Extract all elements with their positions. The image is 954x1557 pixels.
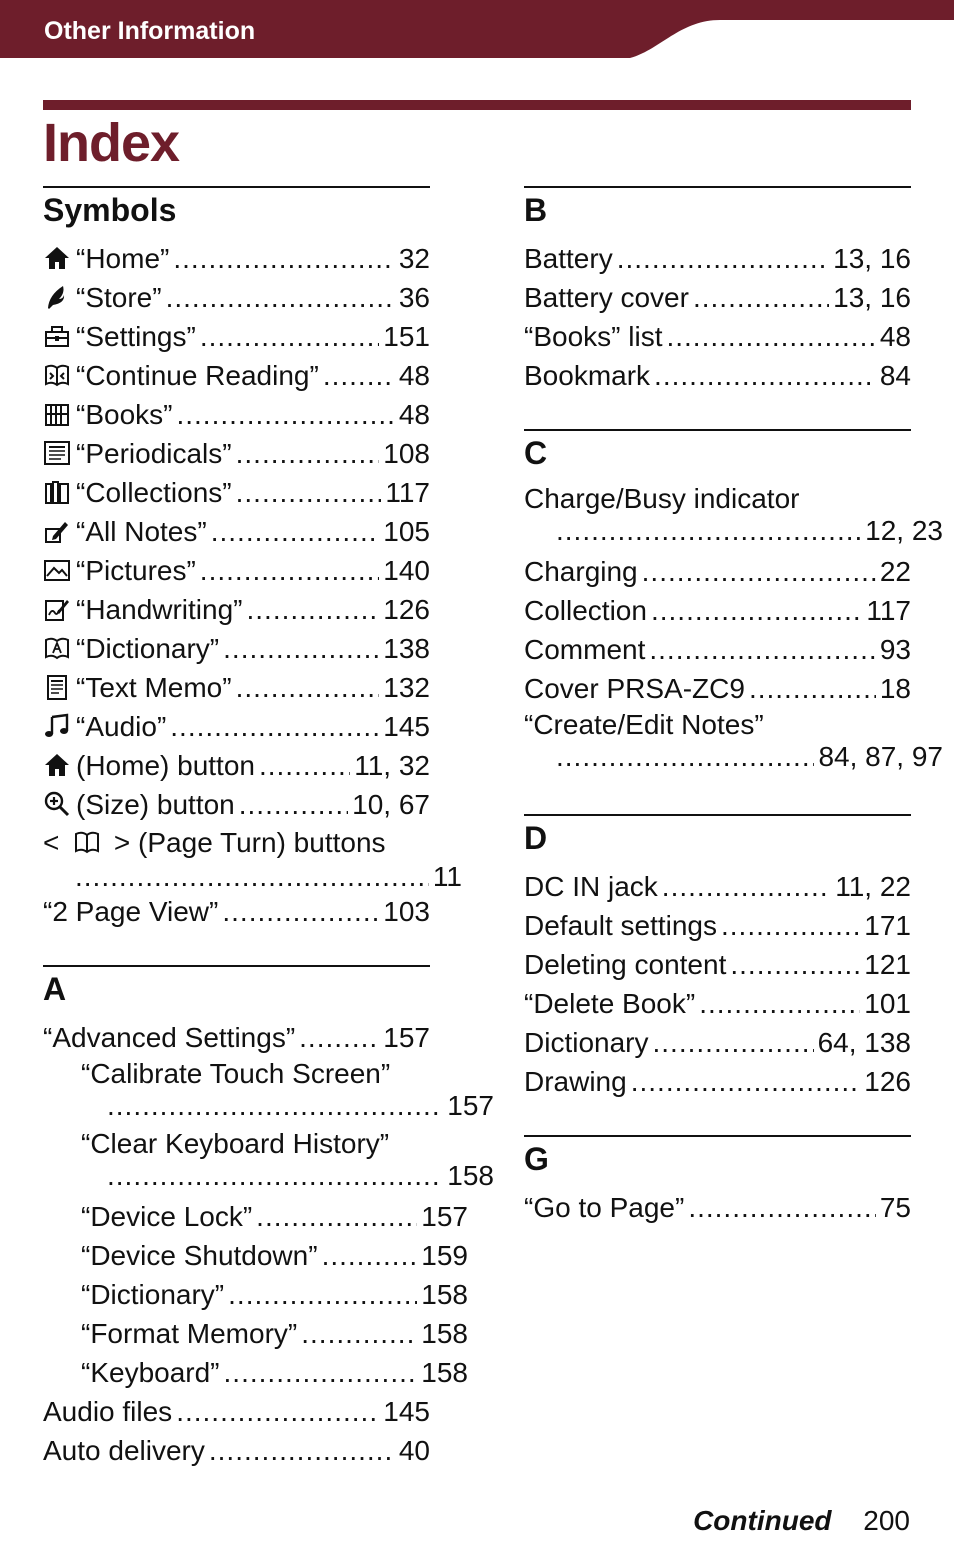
leader-dots [170,708,379,746]
entry-page: 13, 16 [833,282,911,313]
entry-label: “Text Memo” [76,672,232,703]
leader-dots [256,1198,417,1236]
leader-dots [200,318,379,356]
entry-label: “Books” [76,399,173,430]
entry-text [524,592,647,630]
entry-text [524,670,745,708]
entry-page: 103 [383,896,430,927]
entry-page: 48 [879,321,911,352]
all-notes-icon [43,517,71,545]
index-entry[interactable] [524,1063,911,1102]
index-subentry[interactable] [43,1058,430,1090]
page-number: 200 [863,1505,910,1536]
entry-page: 101 [864,988,911,1019]
section-heading: Symbols [43,192,177,228]
entry-label: Deleting content [524,949,727,980]
entry-page: 157 [421,1201,468,1232]
entry-text: > (Page Turn) buttons [113,827,386,858]
collections-icon [43,478,71,506]
leader-dots [75,861,429,893]
index-entry-page-turn[interactable] [43,825,430,861]
index-entry[interactable] [43,747,430,786]
index-entry[interactable] [43,279,430,318]
index-entry[interactable] [43,630,430,669]
entry-label: Collection [524,595,647,626]
entry-text [81,1237,318,1275]
entry-page: 121 [864,949,911,980]
index-entry[interactable] [524,709,911,741]
entry-text [43,1432,205,1470]
leader-dots [322,1237,418,1275]
entry-page: 12, 23 [865,515,943,546]
entry-label: “Store” [76,282,162,313]
dictionary-icon [43,634,71,662]
entry-text [43,669,232,707]
entry-label: Dictionary [524,1027,649,1058]
entry-label: “Collections” [76,477,232,508]
header-bar [0,0,954,58]
leader-dots [236,669,380,707]
leader-dots [223,630,379,668]
entry-page: 145 [383,711,430,742]
index-entry[interactable] [43,1432,430,1471]
continued-label: Continued [693,1505,832,1536]
leader-dots [209,1432,395,1470]
entry-label: Cover PRSA-ZC9 [524,673,745,704]
index-entry[interactable] [524,631,911,670]
entry-page: 117 [866,595,911,626]
entry-page: 18 [879,673,911,704]
entry-text [81,1354,220,1392]
index-entry[interactable] [524,985,911,1024]
index-entry[interactable] [43,552,430,591]
index-entry[interactable] [524,318,911,357]
entry-label: Comment [524,634,646,665]
entry-text [524,907,717,945]
leader-dots [662,868,831,906]
leader-dots [556,741,814,773]
entry-page: 84, 87, 97 [818,741,943,772]
entry-label: DC IN jack [524,871,658,902]
entry-label: Battery [524,243,613,274]
index-entry[interactable] [43,513,430,552]
entry-page: 158 [421,1279,468,1310]
entry-label: “Pictures” [76,555,196,586]
section-rule [43,965,430,967]
entry-page: 171 [864,910,911,941]
leader-dots [222,893,379,931]
index-entry[interactable] [43,786,430,825]
text-memo-icon [43,673,71,701]
index-entry[interactable] [43,591,430,630]
entry-label: “Go to Page” [524,1192,685,1223]
leader-dots [299,1019,379,1057]
section-heading: D [524,820,548,856]
leader-dots [654,357,876,395]
entry-label: Drawing [524,1066,627,1097]
entry-text [43,357,319,395]
entry-text [81,1315,297,1353]
section-title: Other Information [44,17,256,45]
entry-page: 159 [421,1240,468,1271]
index-entry[interactable] [43,357,430,396]
continue-reading-icon [43,361,71,389]
entry-text [43,552,196,590]
entry-label: Auto delivery [43,1435,205,1466]
a-subentries [43,1198,468,1393]
entry-text: “Calibrate Touch Screen” [81,1058,391,1089]
handwriting-icon [43,595,71,623]
leader-dots [107,1160,443,1192]
entry-text [43,279,162,317]
entry-text [43,630,219,668]
section-symbols [43,186,462,932]
entry-text [524,318,662,356]
entry-text [81,1198,252,1236]
entry-page: 84 [879,360,911,391]
page-title: Index [43,113,180,173]
entry-label: “Device Lock” [81,1201,253,1232]
index-entry[interactable] [43,396,430,435]
leader-dots [649,631,875,669]
leader-dots [211,513,380,551]
leader-dots [730,946,860,984]
entry-text [43,474,232,512]
entry-page: 11 [432,861,462,892]
leader-dots [224,1354,418,1392]
leader-dots [166,279,395,317]
section-d [524,814,911,1102]
leader-dots [749,670,876,708]
leader-dots [228,1276,417,1314]
symbols-list [43,240,430,825]
entry-label: “Dictionary” [81,1279,225,1310]
entry-label: “Format Memory” [81,1318,298,1349]
leader-dots [259,747,350,785]
settings-icon [43,322,71,350]
entry-page: 13, 16 [833,243,911,274]
entry-text [43,747,255,785]
entry-page: 10, 67 [352,789,430,820]
d-entries [524,868,911,1102]
leader-dots [247,591,380,629]
entry-label: “Handwriting” [76,594,243,625]
index-entry[interactable] [43,435,430,474]
entry-page: 108 [383,438,430,469]
entry-text [524,279,689,317]
index-entry[interactable] [524,279,911,318]
books-icon [43,400,71,428]
index-entry[interactable] [43,893,430,932]
index-subentry[interactable] [43,1354,468,1393]
entry-label: Audio files [43,1396,173,1427]
index-entry[interactable] [43,708,430,747]
entry-page: 36 [398,282,430,313]
entry-page: 48 [398,399,430,430]
page-footer [693,1505,910,1537]
index-subentry[interactable] [43,1198,468,1237]
index-entry[interactable] [524,946,911,985]
entry-continuation [43,1090,494,1128]
entry-page: 117 [385,477,430,508]
leader-dots [699,985,860,1023]
index-entry[interactable] [524,553,911,592]
leader-dots [556,515,861,547]
entry-text [524,985,695,1023]
entry-text [43,396,172,434]
section-heading: C [524,435,548,471]
entry-page: 48 [398,360,430,391]
entry-text: “Advanced Settings” [43,1022,296,1053]
entry-text [43,708,166,746]
entry-continuation [524,515,943,553]
leader-dots [301,1315,417,1353]
entry-page: 138 [383,633,430,664]
entry-page: 126 [383,594,430,625]
section-rule [524,429,911,431]
entry-page: 151 [383,321,430,352]
entry-page: 32 [398,243,430,274]
home-icon [43,751,71,779]
index-entry[interactable] [524,592,911,631]
index-entry[interactable] [524,357,911,396]
entry-label: (Home) button [76,750,255,781]
section-heading: B [524,192,548,228]
entry-page: 158 [447,1160,494,1191]
entry-label: (Size) button [76,789,235,820]
home-icon [43,244,71,272]
entry-page: 157 [383,1022,430,1053]
entry-page: 158 [421,1318,468,1349]
entry-page: 11, 32 [354,750,430,781]
entry-text [43,318,196,356]
leader-dots [721,907,860,945]
section-heading: A [43,971,67,1007]
entry-page: 157 [447,1090,494,1121]
entry-text [43,435,232,473]
leader-dots [631,1063,861,1101]
entry-label: “Delete Book” [524,988,696,1019]
leader-dots [236,435,380,473]
leader-dots [652,1024,813,1062]
section-a [43,965,494,1471]
section-b [524,186,911,396]
entry-text: “2 Page View” [43,896,219,927]
leader-dots [666,318,875,356]
index-entry[interactable] [43,1019,430,1058]
g-entries [524,1189,911,1228]
entry-label: “Settings” [76,321,196,352]
entry-label: Bookmark [524,360,651,391]
audio-icon [43,712,71,740]
index-subentry[interactable] [43,1276,468,1315]
entry-prefix: < [43,827,60,858]
entry-label: “Books” list [524,321,663,352]
leader-dots [200,552,379,590]
entry-text [81,1276,224,1314]
leader-dots [173,240,395,278]
leader-dots [239,786,348,824]
entry-text [524,868,658,906]
index-entry[interactable] [43,318,430,357]
index-subentry[interactable] [43,1315,468,1354]
index-entry[interactable] [524,483,911,515]
entry-page: 93 [879,634,911,665]
entry-label: “Periodicals” [76,438,232,469]
entry-text [43,240,169,278]
index-entry[interactable] [524,1024,911,1063]
store-icon [43,283,71,311]
entry-label: “Audio” [76,711,167,742]
index-subentry[interactable] [43,1128,430,1160]
section-g [524,1135,911,1228]
entry-text [524,946,726,984]
entry-text [524,240,613,278]
c-entries [524,553,911,709]
entry-continuation [43,1160,494,1198]
entry-label: “Home” [76,243,170,274]
entry-text [43,786,235,824]
entry-text: “Clear Keyboard History” [81,1128,390,1159]
entry-label: “Keyboard” [81,1357,220,1388]
leader-dots [236,474,382,512]
leader-dots [323,357,395,395]
entry-page: 40 [398,1435,430,1466]
entry-text [524,631,645,669]
entry-label: “All Notes” [76,516,207,547]
entry-page: 126 [864,1066,911,1097]
entry-text [43,513,207,551]
leader-dots [107,1090,443,1122]
entry-page: 140 [383,555,430,586]
entry-text: Charge/Busy indicator [524,483,800,514]
entry-text [524,1024,648,1062]
entry-page: 75 [879,1192,911,1223]
entry-text [43,1393,172,1431]
entry-page: 132 [383,672,430,703]
section-rule [43,186,430,188]
entry-text [43,591,243,629]
section-rule [524,1135,911,1137]
entry-continuation [524,741,943,779]
leader-dots [693,279,829,317]
pictures-icon [43,556,71,584]
leader-dots [651,592,862,630]
section-rule [524,814,911,816]
index-entry[interactable] [524,907,911,946]
index-entry[interactable] [43,669,430,708]
section-rule [524,186,911,188]
entry-label: Charging [524,556,638,587]
b-entries [524,240,911,396]
entry-text [524,553,638,591]
entry-label: “Device Shutdown” [81,1240,318,1271]
leader-dots [617,240,829,278]
entry-label: Battery cover [524,282,689,313]
entry-page: 158 [421,1357,468,1388]
index-entry[interactable] [43,1393,430,1432]
entry-page: 64, 138 [817,1027,911,1058]
leader-dots [176,1393,379,1431]
section-c [524,429,943,779]
index-subentry[interactable] [43,1237,468,1276]
index-entry[interactable] [524,670,911,709]
index-entry[interactable] [43,474,430,513]
entry-label: “Continue Reading” [76,360,319,391]
entry-page: 145 [383,1396,430,1427]
index-entry[interactable] [524,240,911,279]
size-icon [43,790,71,818]
index-entry[interactable] [524,868,911,907]
entry-text [524,1189,684,1227]
leader-dots [642,553,876,591]
leader-dots [688,1189,876,1227]
entry-text [524,357,650,395]
entry-page: 105 [383,516,430,547]
index-entry[interactable] [43,240,430,279]
leader-dots [176,396,394,434]
entry-continuation [43,861,462,893]
index-entry[interactable] [524,1189,911,1228]
entry-page: 22 [879,556,911,587]
entry-text [524,1063,627,1101]
entry-label: Default settings [524,910,717,941]
periodicals-icon [43,439,71,467]
section-heading: G [524,1141,549,1177]
entry-page: 11, 22 [835,871,911,902]
entry-label: “Dictionary” [76,633,220,664]
a-entries [43,1393,430,1471]
page-turn-icon [73,828,101,856]
entry-text: “Create/Edit Notes” [524,709,764,740]
title-rule [43,100,911,110]
